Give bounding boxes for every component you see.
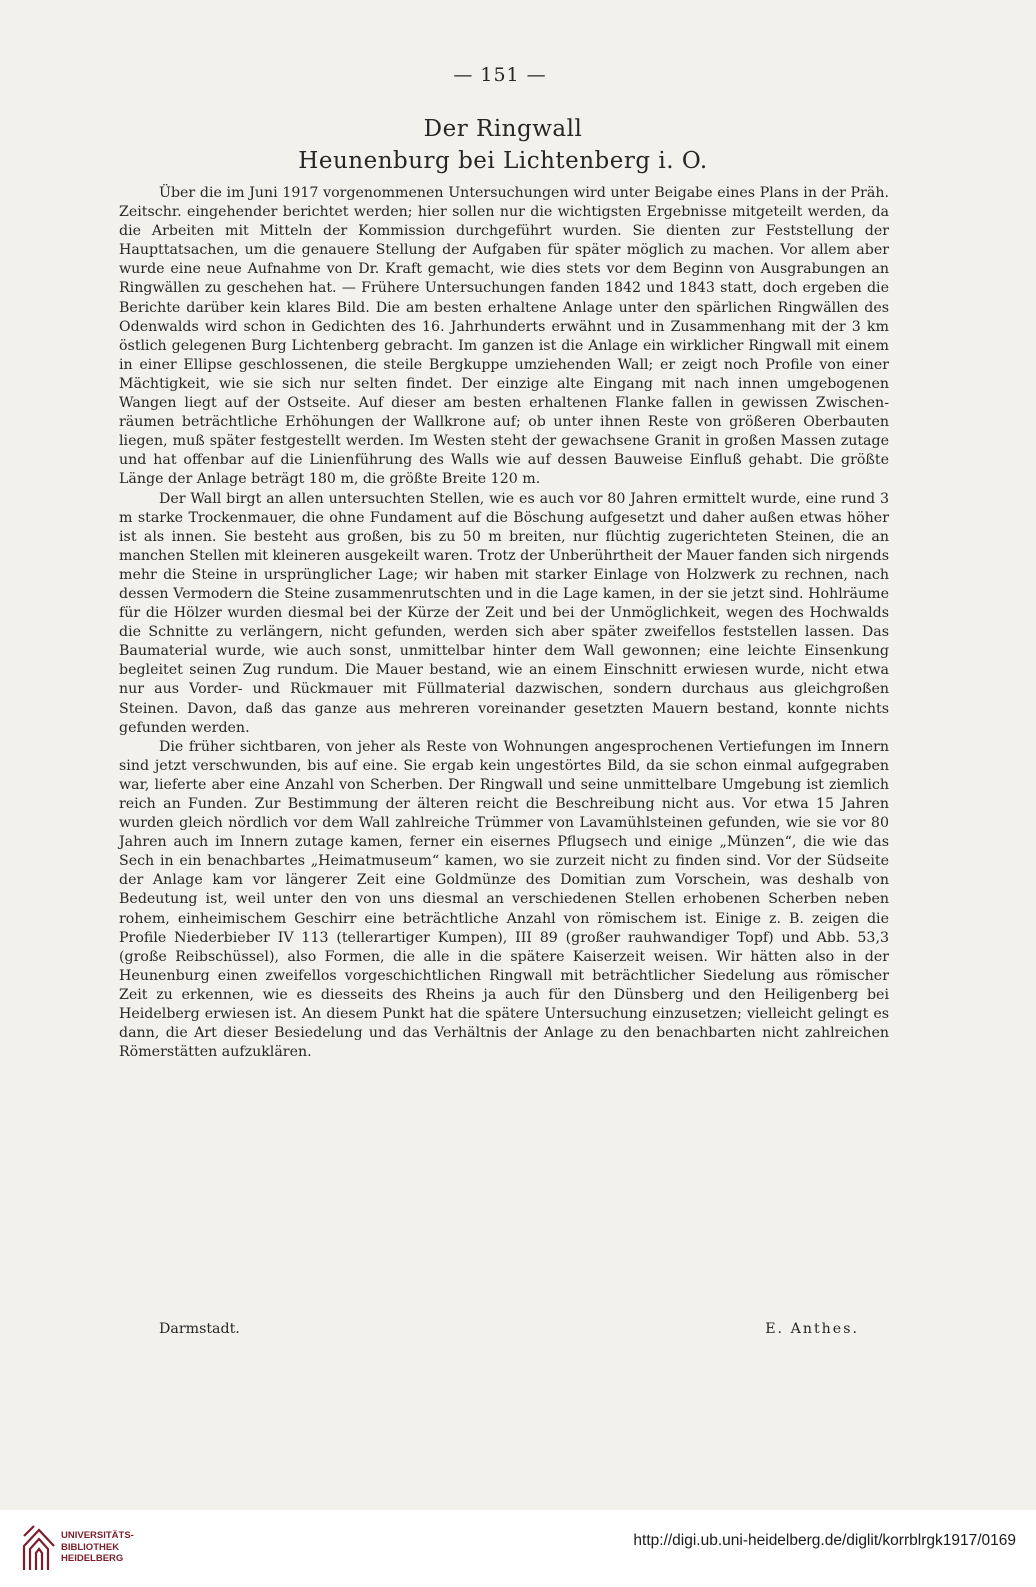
paragraph: Über die im Juni 1917 vorgenommenen Untersuchungen wird unter Beigabe eines Plans in der Präh. Zeitschr. eingehender berichtet werden; hier sollen nur die wichtigsten Ergebnisse mitgeteilt werden, da die Arbeiten mit Mitteln der Kommission durchgeführt wurden. Sie dienten zur Feststellung der Haupttatsachen, um die genauere Stellung der Aufgaben für später möglich zu machen. Vor allem aber wurde eine neue Aufnahme von Dr. Kraft gemacht, wie dies stets vor dem Beginn von Ausgrabungen an Ringwällen zu geschehen hat. — Frühere Untersuchungen fanden 1842 und 1843 statt, doch ergeben die Berichte darüber kein klares Bild. Die am besten erhaltene Anlage unter den spärlichen Ringwällen des Odenwalds wird schon in Gedichten des 16. Jahrhunderts erwähnt und in Zusammenhang mit der 3 km östlich gelegenen Burg Lichtenberg gebracht. Im ganzen ist die Anlage ein wirklicher Ringwall mit einem in einer Ellipse geschlossenen, die steile Bergkuppe umziehenden Wall; er zeigt noch Profile von einer Mächtigkeit, wie sie sich nur selten findet. Der einzige alte Eingang mit nach innen umgebogenen Wangen liegt auf der Ostseite. Auf dieser am besten erhaltenen Flanke fallen in gewissen Zwischenräumen beträchtliche Erhöhungen der Wallkrone auf; ob unter ihnen Reste von größeren Oberbauten liegen, muß später festgestellt werden. Im Westen steht der gewachsene Granit in großen Massen zutage und hat offenbar auf die Linienführung des Walls wie auf dessen Bauweise Einfluß gehabt. Die größte Länge der Anlage beträgt 180 m, die größte Breite 120 m. (119, 185, 889, 488)
article-title: Der Ringwall (423, 116, 583, 142)
signature-row (159, 1321, 859, 1337)
paragraph: Der Wall birgt an allen untersuchten Stellen, wie es auch vor 80 Jahren ermittelt wurde, eine rund 3 m starke Trockenmauer, die ohne Fundament auf die Böschung aufgesetzt und daher außen etwas höher ist als innen. Sie besteht aus großen, bis zu 50 m breiten, nur flüchtig zugerichteten Steinen, die an manchen Stellen mit kleineren ausgekeilt waren. Trotz der Unberührtheit der Mauer fanden sich nirgends mehr die Steine in ursprünglicher Lage; wir haben mit starker Einlage von Holzwerk zu rechnen, nach dessen Vermodern die Steine zusammenrutschten und in die Lage kamen, in der sie jetzt sind. Hohlräume für die Hölzer wurden diesmal bei der Kürze der Zeit und bei der Unmöglichkeit, wegen des Hochwalds die Schnitte zu verlängern, nicht gefunden, werden sich aber später zweifellos feststellen lassen. Das Baumaterial wurde, wie auch sonst, unmittelbar hinter dem Wall gewonnen; eine leichte Einsenkung begleitet seinen Zug rundum. Die Mauer bestand, wie an einem Einschnitt erwiesen wurde, nicht etwa nur aus Vorder- und Rückmauer mit Füllmaterial dazwischen, sondern durchaus aus gleichgroßen Steinen. Davon, daß das ganze aus mehreren voreinander gesetzten Mauern bestand, konnte nichts gefunden werden. (119, 490, 889, 736)
footer-bar (0, 1510, 1036, 1587)
university-library-logo-icon (22, 1524, 56, 1572)
library-name: UNIVERSITÄTS- BIBLIOTHEK HEIDELBERG (61, 1530, 134, 1564)
article-body (119, 184, 889, 1062)
page-number: — 151 — (453, 64, 547, 86)
author-name: E. Anthes. (765, 1321, 859, 1337)
article-subtitle: Heunenburg bei Lichtenberg i. O. (298, 148, 708, 174)
place-name: Darmstadt. (159, 1321, 240, 1337)
paragraph: Die früher sichtbaren, von jeher als Reste von Wohnungen angesprochenen Vertiefungen im Innern sind jetzt verschwunden, bis auf eine. Sie ergab kein ungestörtes Bild, da sie schon einmal aufgegraben war, lieferte aber eine Anzahl von Scherben. Der Ringwall und seine unmittelbare Umgebung ist ziemlich reich an Funden. Zur Bestimmung der älteren reicht die Beschreibung nicht aus. Vor etwa 15 Jahren wurden gleich nördlich vor dem Wall zahlreiche Trümmer von Lavamühlsteinen gefunden, wie sie vor 80 Jahren auch im Innern zutage kamen, ferner ein eisernes Pflugsech und einige „Münzen“, die wie das Sech in ein benachbartes „Heimatmuseum“ kamen, wo sie zurzeit nicht zu finden sind. Vor der Südseite der Anlage kam vor längerer Zeit eine Goldmünze des Domitian zum Vorschein, was deshalb von Bedeutung ist, weil unter den von uns diesmal an verschiedenen Stellen erhobenen Scherben neben rohem, einheimischem Geschirr eine beträchtliche Anzahl von römischem ist. Einige z. B. zeigen die Profile Niederbieber IV 113 (tellerartiger Kumpen), III 89 (großer rauhwandiger Topf) und Abb. 53,3 (große Reibschüssel), also Formen, die alle in die spätere Kaiserzeit weisen. Wir hätten also in der Heunenburg einen zweifellos vorgeschichtlichen Ringwall mit beträchtlicher Siedelung aus römischer Zeit zu erkennen, wie es diesseits des Rheins ja auch für den Dünsberg und den Heiligenberg bei Heidelberg erwiesen ist. An diesem Punkt hat die spätere Untersuchung einzusetzen; vielleicht gelingt es dann, die Art dieser Besiedelung und das Verhältnis der Anlage zu den benachbarten nicht zahlreichen Römerstätten aufzuklären. (119, 738, 889, 1061)
source-url[interactable]: http://digi.ub.uni-heidelberg.de/diglit/korrblrgk1917/0169 (633, 1532, 1016, 1549)
